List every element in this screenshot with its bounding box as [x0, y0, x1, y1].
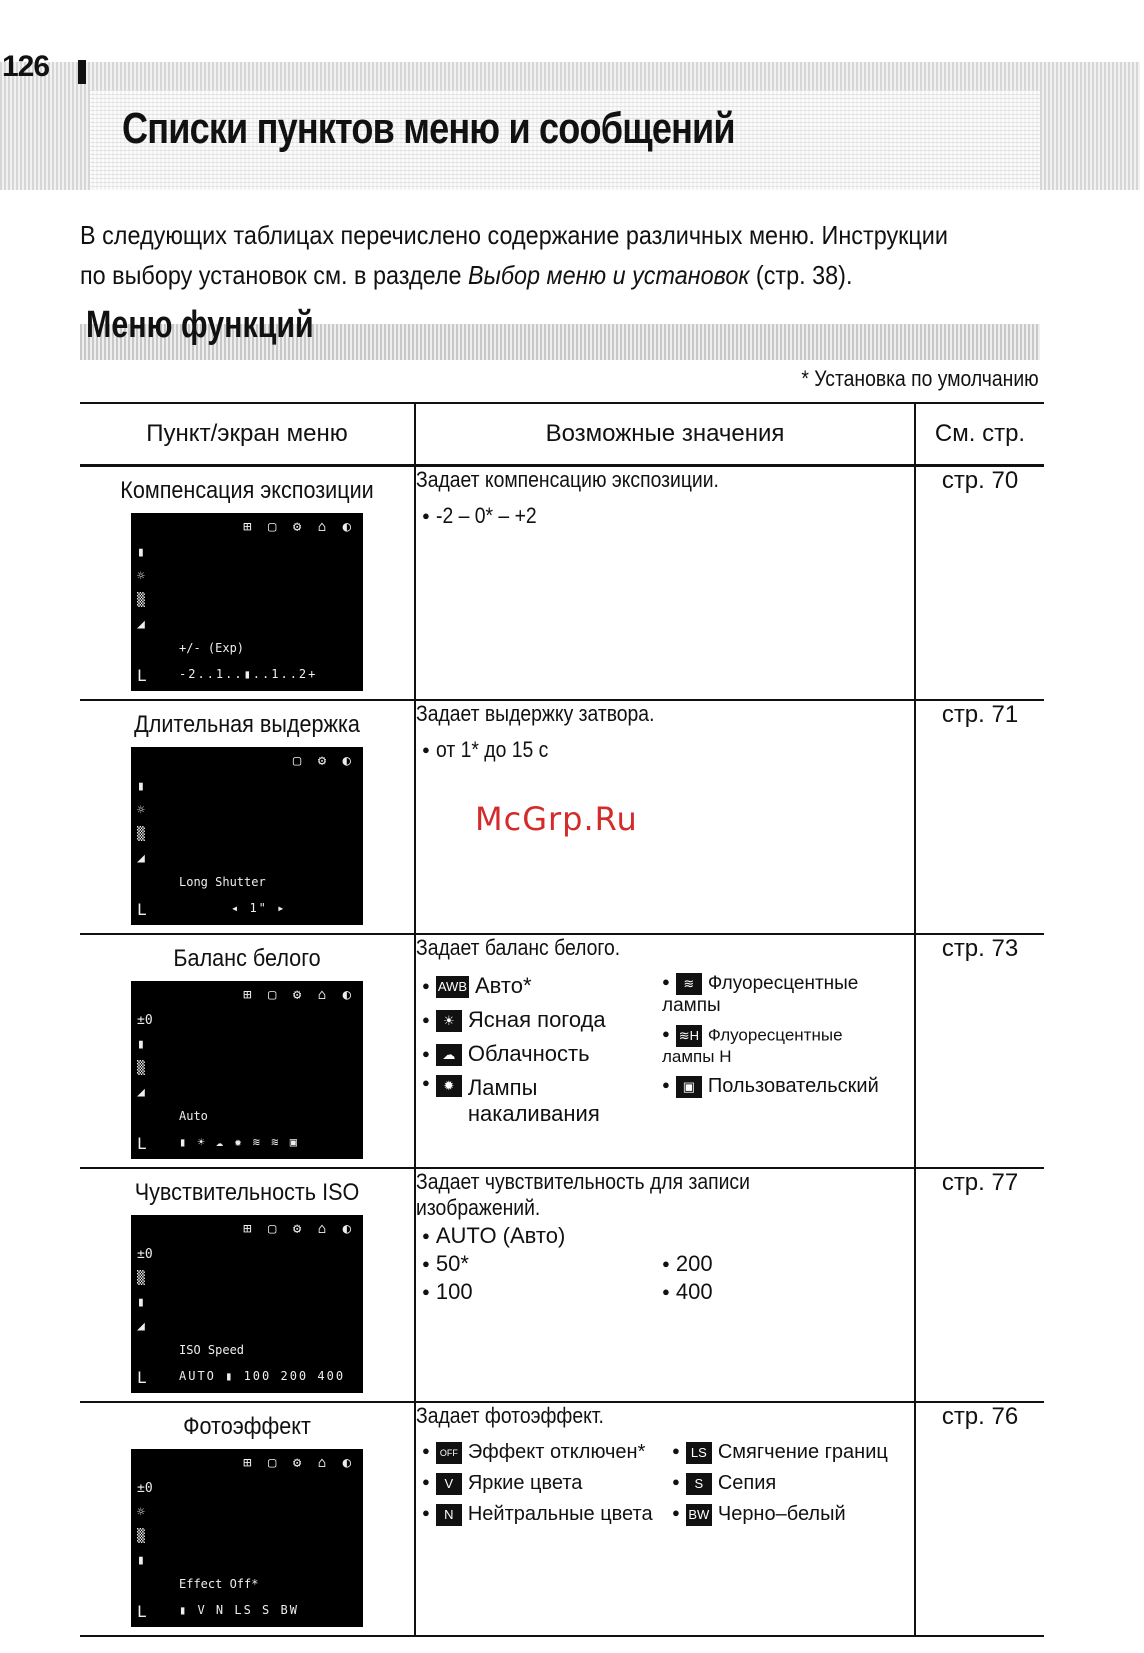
- lcd-options: ◂ 1" ▸: [231, 901, 287, 915]
- cloud-icon: ☁: [436, 1044, 462, 1066]
- value-item: ● 100: [422, 1279, 646, 1305]
- page-ref: стр. 71: [941, 701, 1019, 728]
- page-ref: стр. 73: [941, 935, 1019, 962]
- lcd-label: ISO Speed: [179, 1343, 245, 1357]
- value-item: ● от 1* до 15 с: [422, 737, 914, 763]
- item-name: Длительная выдержка: [134, 711, 360, 738]
- header-values: Возможные значения: [415, 403, 915, 466]
- lcd-l-indicator: L: [137, 1602, 147, 1621]
- lcd-label: +/- (Exp): [179, 641, 245, 655]
- sun-icon: ☀: [436, 1010, 462, 1032]
- value-description: Задает компенсацию экспозиции.: [416, 467, 719, 492]
- bulb-icon: ● ✹: [436, 1075, 462, 1097]
- lcd-side-icons: ±0 ▮ ▒ ◢: [137, 1013, 153, 1100]
- table-header-row: [80, 403, 1044, 466]
- intro-reference: Выбор меню и установок: [468, 260, 750, 290]
- value-item: ● BW Черно–белый: [672, 1503, 896, 1526]
- item-cell: [80, 466, 415, 701]
- value-item: ● 50*: [422, 1251, 646, 1277]
- value-item: ● AWB Авто*: [422, 973, 646, 999]
- lcd-screen: [131, 1449, 363, 1627]
- lcd-side-icons: ▮ ☼ ▒ ◢: [137, 545, 145, 632]
- value-column-left: [416, 1249, 646, 1305]
- item-cell: [80, 934, 415, 1168]
- value-item: ● 400: [662, 1279, 886, 1305]
- lcd-screen: [131, 1215, 363, 1393]
- item-cell: [80, 1402, 415, 1636]
- value-item: ● ≋H Флуоресцентные лампы H: [662, 1025, 886, 1067]
- value-grid: [416, 1249, 914, 1305]
- lcd-l-indicator: L: [137, 666, 147, 685]
- lcd-top-icons: ⊞ ▢ ⚙ ⌂ ◐: [243, 1455, 355, 1471]
- lcd-l-indicator: L: [137, 900, 147, 919]
- lcd-top-icons: ⊞ ▢ ⚙ ⌂ ◐: [243, 519, 355, 535]
- watermark: McGrp.Ru: [475, 800, 638, 838]
- default-note: * Установка по умолчанию: [801, 366, 1039, 391]
- header-page: См. стр.: [934, 420, 1026, 447]
- item-name: Чувствительность ISO: [134, 1179, 360, 1206]
- vivid-icon: V: [436, 1473, 462, 1495]
- value-column-right: [656, 965, 886, 1127]
- intro-text-1: В следующих таблицах перечислено содержание различных меню. Инструкции по выбору установок см. в разделе: [80, 220, 948, 290]
- table-row: [80, 934, 1044, 1168]
- lcd-top-icons: ⊞ ▢ ⚙ ⌂ ◐: [243, 987, 355, 1003]
- values-cell: [415, 466, 915, 701]
- lcd-top-icons: ▢ ⚙ ◐: [292, 753, 355, 769]
- lcd-options: ▮ V N LS S BW: [179, 1603, 299, 1617]
- fluorescent-h-icon: ≋H: [676, 1025, 702, 1047]
- lcd-screen: [131, 747, 363, 925]
- value-item: ● ≋ Флуоресцентные лампы: [662, 973, 886, 1017]
- menu-table: [80, 402, 1044, 1637]
- lcd-screen: [131, 513, 363, 691]
- neutral-icon: N: [436, 1504, 462, 1526]
- page-title: Списки пунктов меню и сообщений: [122, 104, 735, 153]
- value-column-left: [416, 965, 646, 1127]
- value-column-right: [666, 1433, 896, 1526]
- item-name: Фотоэффект: [183, 1413, 311, 1440]
- table-row: [80, 466, 1044, 701]
- lcd-options: ▮ ☀ ☁ ✹ ≋ ≋ ▣: [179, 1135, 299, 1149]
- item-cell: [80, 1168, 415, 1402]
- lcd-options: AUTO ▮ 100 200 400: [179, 1369, 346, 1383]
- value-description: Задает выдержку затвора.: [416, 701, 655, 726]
- values-cell: [415, 1168, 915, 1402]
- awb-icon: AWB: [436, 976, 469, 998]
- value-item: ● S Сепия: [672, 1472, 896, 1495]
- value-item: ● LS Смягчение границ: [672, 1441, 896, 1464]
- table-row: [80, 1168, 1044, 1402]
- item-name: Компенсация экспозиции: [120, 477, 374, 504]
- value-item: ● OFF Эффект отключен*: [422, 1441, 656, 1464]
- fluorescent-icon: ≋: [676, 973, 702, 995]
- value-description: Задает баланс белого.: [416, 935, 621, 960]
- lcd-l-indicator: L: [137, 1134, 147, 1153]
- effect-off-icon: OFF: [436, 1442, 462, 1464]
- value-item: ● V Яркие цвета: [422, 1472, 656, 1495]
- page-ref: стр. 70: [941, 467, 1019, 494]
- values-cell: [415, 934, 915, 1168]
- lcd-side-icons: ▮ ☼ ▒ ◢: [137, 779, 145, 866]
- value-item: ● N Нейтральные цвета: [422, 1503, 656, 1526]
- value-column-right: [656, 1249, 886, 1305]
- custom-wb-icon: ▣: [676, 1076, 702, 1098]
- value-grid: [416, 965, 914, 1127]
- value-column-left: [416, 1433, 656, 1526]
- page-ref: стр. 77: [941, 1169, 1019, 1196]
- value-item: ● AUTO (Авто): [422, 1223, 914, 1249]
- lcd-l-indicator: L: [137, 1368, 147, 1387]
- page-number-bar: [78, 60, 86, 84]
- item-cell: [80, 700, 415, 934]
- value-item: ● ☀ Ясная погода: [422, 1007, 646, 1033]
- table-row: [80, 1402, 1044, 1636]
- value-description: Задает фотоэффект.: [416, 1403, 604, 1428]
- value-item: ● -2 – 0* – +2: [422, 503, 914, 529]
- lcd-top-icons: ⊞ ▢ ⚙ ⌂ ◐: [243, 1221, 355, 1237]
- sepia-icon: S: [686, 1473, 712, 1495]
- lcd-label: Auto: [179, 1109, 208, 1123]
- value-item: ● 200: [662, 1251, 886, 1277]
- value-grid: [416, 1433, 914, 1526]
- value-description: Задает чувствительность для записи изображений.: [416, 1169, 750, 1220]
- intro-paragraph: [80, 215, 980, 295]
- lcd-side-icons: ±0 ▒ ▮ ◢: [137, 1247, 153, 1334]
- values-cell: [415, 1402, 915, 1636]
- value-item: ● ✹ Лампы накаливания: [422, 1075, 646, 1127]
- header-item: Пункт/экран меню: [80, 403, 415, 466]
- low-sharpening-icon: LS: [686, 1442, 712, 1464]
- lcd-label: Effect Off*: [179, 1577, 259, 1591]
- value-item: ● ☁ Облачность: [422, 1041, 646, 1067]
- black-white-icon: BW: [686, 1504, 712, 1526]
- intro-text-2: (стр. 38).: [749, 260, 853, 290]
- page-number: 126: [2, 50, 50, 83]
- lcd-options: -2..1..▮..1..2+: [179, 667, 318, 681]
- page-ref: стр. 76: [941, 1403, 1019, 1430]
- section-title: Меню функций: [86, 304, 314, 346]
- item-name: Баланс белого: [173, 945, 321, 972]
- lcd-side-icons: ±0 ☼ ▒ ▮: [137, 1481, 153, 1568]
- lcd-label: Long Shutter: [179, 875, 266, 889]
- value-item: ● ▣ Пользовательский: [662, 1075, 886, 1098]
- lcd-screen: [131, 981, 363, 1159]
